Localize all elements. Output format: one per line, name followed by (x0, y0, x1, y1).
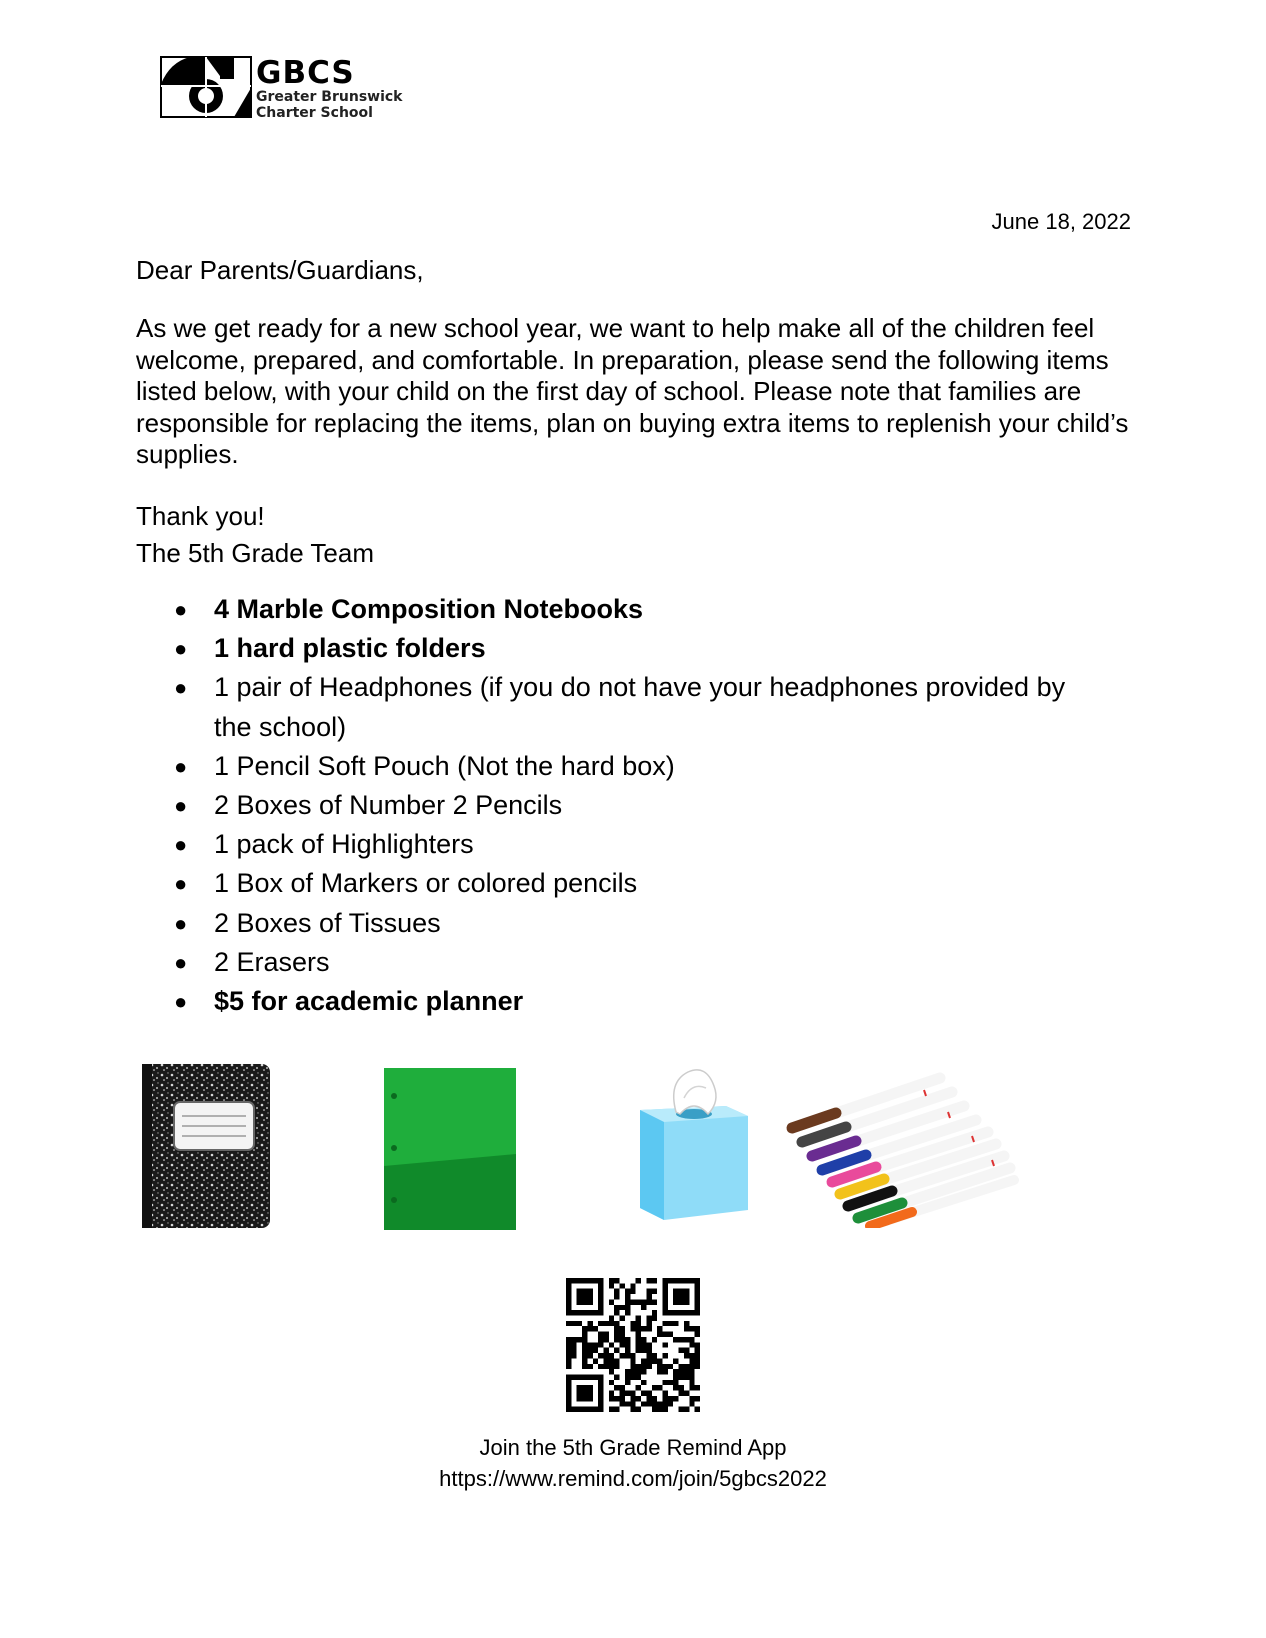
letter-paragraph: As we get ready for a new school year, we want to help make all of the children feel welcome, prepared, and comfortable. In preparation, please send the following items listed below, with your child on the first day of school. Please note that families are responsible for replacing the items, plan on buying extra items to replenish your child’s supplies. (136, 313, 1129, 470)
remind-join-text: Join the 5th Grade Remind App (479, 1435, 787, 1460)
composition-notebook-icon (140, 1062, 274, 1232)
supply-item-text: 1 pack of Highlighters (214, 829, 474, 860)
supply-item (136, 629, 1074, 668)
supply-item (136, 786, 1074, 825)
supply-item (136, 590, 1074, 629)
bullet-icon: ● (174, 753, 188, 779)
supply-item-text: 2 Erasers (214, 946, 330, 977)
plastic-folder-icon (382, 1066, 518, 1232)
supply-list (136, 590, 1136, 1021)
logo-name-line2: Charter School (256, 105, 373, 121)
logo-name-line1: Greater Brunswick (256, 89, 403, 105)
supply-item (136, 747, 1074, 786)
letter-greeting: Dear Parents/Guardians, (136, 255, 424, 285)
markers-icon (784, 1068, 1020, 1228)
supply-item (136, 825, 1074, 864)
supply-item-text: 4 Marble Composition Notebooks (214, 593, 644, 624)
supply-item (136, 982, 1074, 1021)
supply-item-text: 2 Boxes of Tissues (214, 907, 441, 938)
supply-item-text: 1 Box of Markers or colored pencils (214, 868, 638, 899)
supply-item (136, 668, 1074, 746)
qr-code-icon (566, 1278, 700, 1412)
bullet-icon: ● (174, 792, 188, 818)
bullet-icon: ● (174, 832, 188, 858)
logo-abbreviation: GBCS (256, 55, 355, 91)
gbcs-logo-mark-icon (160, 56, 252, 118)
supply-item (136, 864, 1074, 903)
letter-thanks: Thank you! (136, 500, 265, 531)
supply-item-text: 1 pair of Headphones (if you do not have your headphones provided by the school) (214, 672, 1066, 742)
letter-signature: The 5th Grade Team (136, 537, 374, 568)
supply-item-text: 1 hard plastic folders (214, 633, 486, 664)
bullet-icon: ● (174, 910, 188, 936)
supply-images (0, 1058, 1266, 1228)
bullet-icon: ● (174, 596, 188, 622)
letter-date: June 18, 2022 (991, 209, 1131, 234)
supply-item-text: $5 for academic planner (214, 986, 524, 1016)
remind-footer (0, 1432, 1266, 1494)
supply-item-text: 1 Pencil Soft Pouch (Not the hard box) (214, 750, 675, 781)
bullet-icon: ● (174, 871, 188, 897)
remind-url-link[interactable]: https://www.remind.com/join/5gbcs2022 (439, 1466, 827, 1491)
tissue-box-icon (628, 1058, 752, 1226)
bullet-icon: ● (174, 989, 188, 1014)
letter-body (136, 254, 1136, 1021)
supply-item (136, 904, 1074, 943)
supply-item (136, 943, 1074, 982)
bullet-icon: ● (174, 675, 188, 701)
school-logo (160, 56, 403, 121)
bullet-icon: ● (174, 949, 188, 975)
supply-item-text: 2 Boxes of Number 2 Pencils (214, 789, 563, 820)
bullet-icon: ● (174, 636, 188, 662)
